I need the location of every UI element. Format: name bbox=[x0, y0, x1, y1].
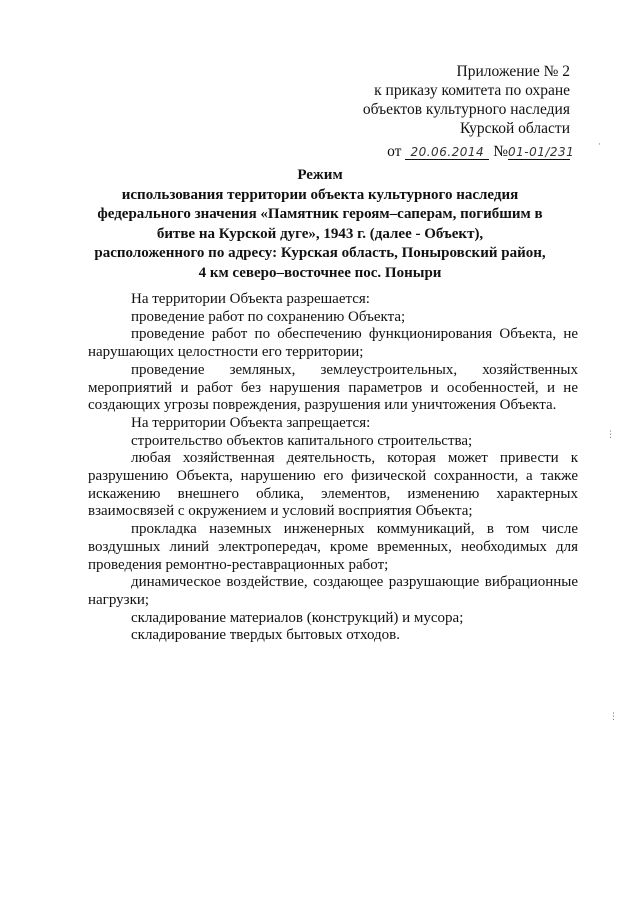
appendix-region: Курской области bbox=[459, 120, 570, 137]
appendix-header bbox=[362, 62, 575, 161]
title-line: использования территории объекта культурного наследия bbox=[121, 186, 519, 203]
handwritten-number: 01-01/231 bbox=[508, 145, 575, 159]
prohibited-item: любая хозяйственная деятельность, которая может привести к разрушению Объекта, нарушению его физической сохранности, а также искажению внешнего облика, элементов, изменению характерных взаимосвязей с окружением и условий восприятия Объекта; bbox=[88, 450, 578, 520]
handwritten-date: 20.06.2014 bbox=[405, 145, 489, 160]
document-title bbox=[80, 166, 560, 283]
appendix-order-ref: к приказу комитета по охране bbox=[374, 82, 570, 99]
prohibited-item: складирование твердых бытовых отходов. bbox=[131, 627, 401, 644]
prohibited-item: строительство объектов капитального строительства; bbox=[131, 432, 473, 449]
title-line: расположенного по адресу: Курская область, Поныровский район, bbox=[94, 245, 546, 261]
prohibited-item: динамическое воздействие, создающее разрушающие вибрационные нагрузки; bbox=[88, 574, 578, 608]
title-line: федерального значения «Памятник героям–саперам, погибшим в bbox=[97, 206, 543, 222]
section-heading-prohibited: На территории Объекта запрещается: bbox=[131, 414, 371, 431]
date-prefix: от bbox=[387, 143, 402, 160]
appendix-committee: объектов культурного наследия bbox=[362, 101, 570, 118]
number-prefix: № bbox=[493, 143, 508, 160]
scan-speck: · bbox=[598, 140, 601, 150]
title-heading: Режим bbox=[297, 167, 343, 183]
title-line: битве на Курской дуге», 1943 г. (далее - Объект), bbox=[156, 225, 484, 242]
order-date-number bbox=[363, 142, 575, 161]
prohibited-item: складирование материалов (конструкций) и мусора; bbox=[131, 609, 464, 626]
allowed-item: проведение работ по обеспечению функционирования Объекта, не нарушающих целостности его территории; bbox=[88, 326, 578, 361]
title-line: 4 км северо–восточнее пос. Поныри bbox=[198, 264, 442, 281]
document-body bbox=[88, 291, 578, 645]
prohibited-item: прокладка наземных инженерных коммуникаций, в том числе воздушных линий электропередач, кроме временных, необходимых для проведения ремонтно-реставрационных работ; bbox=[88, 521, 578, 573]
allowed-item: проведение земляных, землеустроительных, хозяйственных мероприятий и работ без нарушения параметров и особенностей, и не создающих угрозы повреждения, разрушения или уничтожения Объекта. bbox=[88, 361, 578, 414]
allowed-item: проведение работ по сохранению Объекта; bbox=[131, 308, 406, 325]
section-heading-allowed: На территории Объекта разрешается: bbox=[131, 291, 370, 307]
appendix-number: Приложение № 2 bbox=[456, 63, 570, 80]
scan-speck: ⋮ bbox=[609, 712, 618, 722]
scan-speck: ⋮ bbox=[606, 430, 615, 440]
